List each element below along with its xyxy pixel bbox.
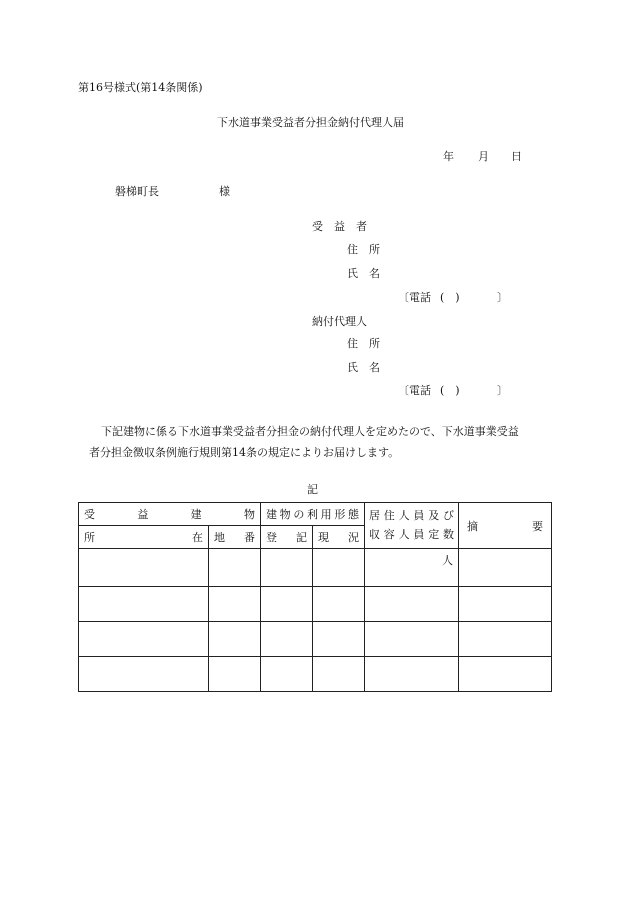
sub-registered: 登記 [261,526,313,549]
date-day-label: 日 [511,150,522,163]
registered-cell[interactable] [261,622,313,657]
registered-cell[interactable] [261,657,313,692]
residents-cell[interactable] [365,657,459,692]
lot-cell[interactable] [209,657,261,692]
remarks-cell[interactable] [459,657,552,692]
sub-lot: 地番 [209,526,261,549]
remarks-cell[interactable] [459,587,552,622]
current-cell[interactable] [313,549,365,587]
residents-cell[interactable] [365,622,459,657]
remarks-cell[interactable] [459,622,552,657]
current-cell[interactable] [313,657,365,692]
form-number: 第16号様式(第14条関係) [78,81,203,94]
beneficiary-heading: 受 益 者 [312,220,367,233]
date-month-label: 月 [478,150,489,163]
residents-cell[interactable] [365,549,459,587]
location-cell[interactable] [79,587,209,622]
table-header-row [79,503,552,526]
location-cell[interactable] [79,549,209,587]
addressee-honorific: 様 [219,185,230,198]
body-text-line-1: 下記建物に係る下水道事業受益者分担金の納付代理人を定めたので、下水道事業受益 [101,425,519,438]
addressee-town: 磐梯町長 [115,185,159,198]
col-remarks: 摘要 [459,503,552,549]
lot-cell[interactable] [209,622,261,657]
current-cell[interactable] [313,622,365,657]
agent-heading: 納付代理人 [312,315,367,328]
beneficiary-name-label: 氏 名 [347,267,380,280]
location-cell[interactable] [79,622,209,657]
table-row [79,587,552,622]
col-residents-line-1: 居住人員及び [369,508,454,522]
property-table [78,502,552,692]
document-title: 下水道事業受益者分担金納付代理人届 [217,116,404,129]
remarks-cell[interactable] [459,549,552,587]
col-residents [365,503,459,549]
agent-phone-close: 〕 [497,384,508,397]
beneficiary-phone-close: 〕 [497,291,508,304]
location-cell[interactable] [79,657,209,692]
current-cell[interactable] [313,587,365,622]
table-row [79,622,552,657]
col-property: 受益建物 [79,503,261,526]
persons-unit: 人 [442,554,453,567]
body-text-line-2: 者分担金徴収条例施行規則第14条の規定によりお届けします。 [89,446,400,459]
agent-address-label: 住 所 [347,337,380,350]
record-heading: 記 [307,483,318,496]
registered-cell[interactable] [261,587,313,622]
sub-current: 現況 [313,526,365,549]
date-year-label: 年 [443,150,454,163]
residents-cell[interactable] [365,587,459,622]
beneficiary-phone-paren: ( ) [440,291,460,304]
sub-location: 所在 [79,526,209,549]
col-usage: 建物の利用形態 [261,503,365,526]
beneficiary-phone-open: 〔電話 [398,291,431,304]
agent-name-label: 氏 名 [347,361,380,374]
col-residents-line-2: 収容人員定数 [369,527,454,541]
agent-phone-paren: ( ) [440,384,460,397]
table-row [79,657,552,692]
lot-cell[interactable] [209,549,261,587]
agent-phone-open: 〔電話 [398,384,431,397]
beneficiary-address-label: 住 所 [347,243,380,256]
lot-cell[interactable] [209,587,261,622]
registered-cell[interactable] [261,549,313,587]
table-row [79,549,552,587]
